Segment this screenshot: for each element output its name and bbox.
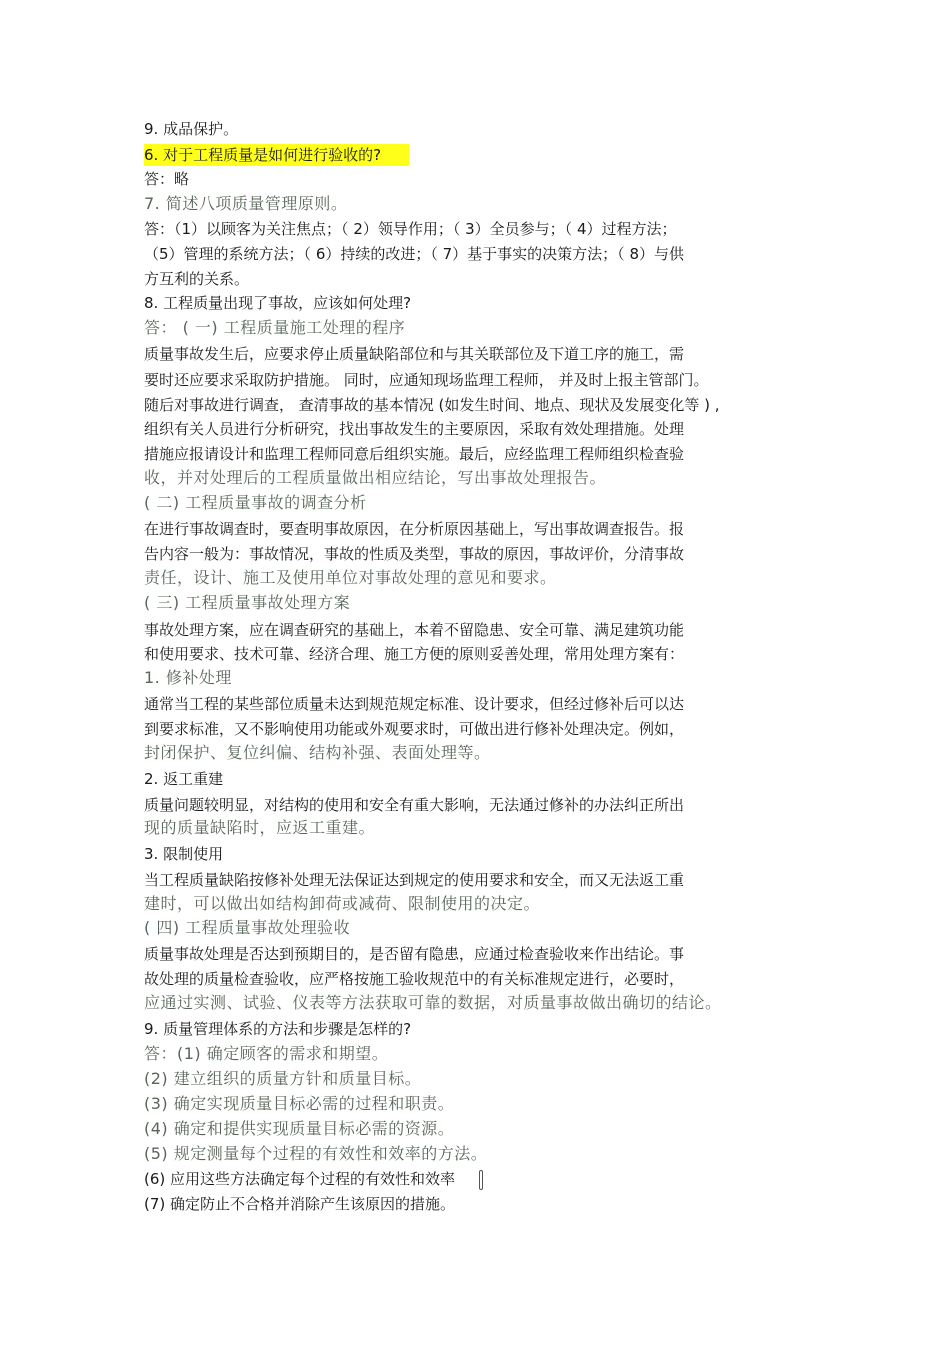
- answer-7-line-3: 方互利的关系。: [144, 270, 250, 288]
- paragraph-line: 和使用要求、技术可靠、经济合理、施工方便的原则妥善处理，常用处理方案有：: [144, 645, 685, 663]
- section-3-heading: ( 三) 工程质量事故处理方案: [144, 593, 351, 612]
- paragraph-line: 事故处理方案，应在调查研究的基础上，本着不留隐患、安全可靠、满足建筑功能: [144, 621, 685, 639]
- paragraph-line: 措施应报请设计和监理工程师同意后组织实施。最后，应经监理工程师组织检查验: [144, 445, 685, 463]
- answer-7-line-1: 答：（1）以顾客为关注焦点；（ 2）领导作用；（ 3）全员参与；（ 4）过程方法；: [144, 220, 677, 238]
- paragraph-line: 要时还应要求采取防护措施。 同时，应通知现场监理工程师， 并及时上报主管部门。: [144, 371, 709, 389]
- paragraph-line: 当工程质量缺陷按修补处理无法保证达到规定的使用要求和安全，而又无法返工重: [144, 871, 685, 889]
- paragraph-line: 质量问题较明显，对结构的使用和安全有重大影响，无法通过修补的办法纠正所出: [144, 796, 685, 814]
- paragraph-line: 现的质量缺陷时，应返工重建。: [144, 818, 376, 837]
- step-6-line: [144, 1168, 483, 1190]
- paragraph-line: 质量事故处理是否达到预期目的，是否留有隐患，应通过检查验收来作出结论。事: [144, 945, 685, 963]
- paragraph-line: 随后对事故进行调查， 查清事故的基本情况 (如发生时间、地点、现状及发展变化等 ) ,: [144, 396, 720, 414]
- step-2: (2) 建立组织的质量方针和质量目标。: [144, 1069, 422, 1088]
- section-4-heading: ( 四) 工程质量事故处理验收: [144, 918, 351, 937]
- subheading-rework: 2. 返工重建: [144, 770, 224, 788]
- question-7: 7. 简述八项质量管理原则。: [144, 194, 348, 213]
- question-8: 8. 工程质量出现了事故，应该如何处理?: [144, 294, 412, 312]
- paragraph-line: 应通过实测、试验、仪表等方法获取可靠的数据，对质量事故做出确切的结论。: [144, 993, 722, 1012]
- paragraph-line: 封闭保护、复位纠偏、结构补强、表面处理等。: [144, 743, 491, 762]
- paragraph-line: 故处理的质量检查验收，应严格按施工验收规范中的有关标准规定进行，必要时，: [144, 970, 685, 988]
- text-cursor-icon: [479, 1170, 483, 1190]
- step-3: (3) 确定实现质量目标必需的过程和职责。: [144, 1094, 455, 1113]
- question-9: 9. 质量管理体系的方法和步骤是怎样的?: [144, 1020, 412, 1038]
- paragraph-line: 在进行事故调查时，要查明事故原因，在分析原因基础上，写出事故调查报告。报: [144, 520, 685, 538]
- paragraph-line: 到要求标准，又不影响使用功能或外观要求时，可做出进行修补处理决定。例如，: [144, 720, 685, 738]
- step-1: 答：(1) 确定顾客的需求和期望。: [144, 1044, 389, 1063]
- subheading-repair: 1. 修补处理: [144, 668, 232, 687]
- paragraph-line: 收，并对处理后的工程质量做出相应结论，写出事故处理报告。: [144, 468, 607, 487]
- section-2-heading: ( 二) 工程质量事故的调查分析: [144, 493, 367, 512]
- paragraph-line: 通常当工程的某些部位质量未达到规范规定标准、设计要求，但经过修补后可以达: [144, 695, 685, 713]
- paragraph-line: 告内容一般为：事故情况，事故的性质及类型，事故的原因，事故评价，分清事故: [144, 545, 685, 563]
- step-6: (6) 应用这些方法确定每个过程的有效性和效率: [144, 1170, 456, 1188]
- list-item-9-product-protection: 9. 成品保护。: [144, 120, 239, 138]
- section-1-heading: 答： ( 一) 工程质量施工处理的程序: [144, 318, 406, 337]
- answer-7-line-2: （5）管理的系统方法；（ 6）持续的改进；（ 7）基于事实的决策方法；（ 8）与供: [144, 245, 684, 263]
- subheading-limited-use: 3. 限制使用: [144, 845, 224, 863]
- step-5: (5) 规定测量每个过程的有效性和效率的方法。: [144, 1144, 488, 1163]
- paragraph-line: 质量事故发生后，应要求停止质量缺陷部位和与其关联部位及下道工序的施工，需: [144, 345, 685, 363]
- question-6-highlighted: 6. 对于工程质量是如何进行验收的?: [144, 144, 409, 166]
- answer-6: 答：略: [144, 170, 190, 188]
- paragraph-line: 责任，设计、施工及使用单位对事故处理的意见和要求。: [144, 568, 557, 587]
- paragraph-line: 建时，可以做出如结构卸荷或减荷、限制使用的决定。: [144, 894, 541, 913]
- paragraph-line: 组织有关人员进行分析研究，找出事故发生的主要原因，采取有效处理措施。处理: [144, 420, 685, 438]
- step-4: (4) 确定和提供实现质量目标必需的资源。: [144, 1119, 455, 1138]
- step-7: (7) 确定防止不合格并消除产生该原因的措施。: [144, 1195, 456, 1213]
